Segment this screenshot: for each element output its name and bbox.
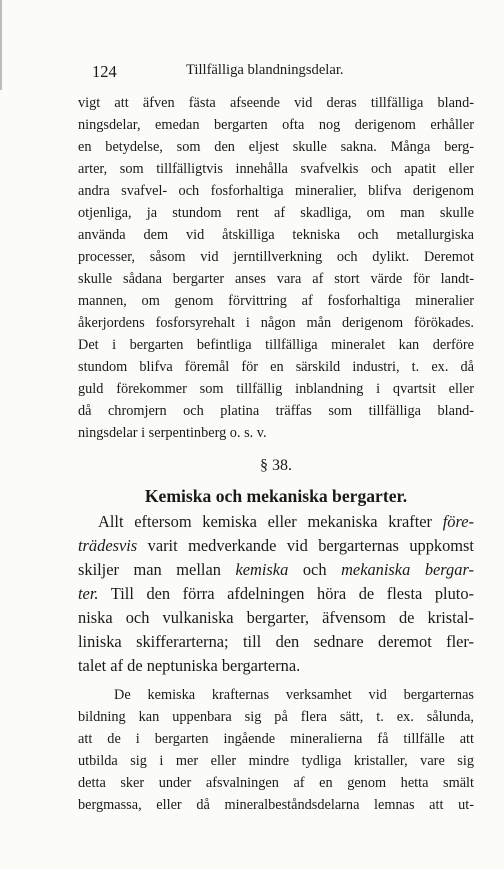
text-span: skiljer man mellan <box>78 560 221 579</box>
text-line <box>78 558 474 582</box>
italic-term: trädesvis <box>78 536 138 555</box>
text-line: bergmassa, eller då mineralbeståndsdelarna lemnas att ut- <box>78 797 474 813</box>
italic-term: mekaniska bergar- <box>341 560 474 579</box>
text-line: bildning kan uppenbara sig på flera sätt, t. ex. sålunda, <box>78 709 474 725</box>
text-line: en betydelse, som den eljest skulle sakna. Många berg- <box>78 139 474 155</box>
text-line: då chromjern och platina träffas som tillfälliga bland- <box>78 403 474 419</box>
text-line <box>78 510 474 534</box>
text-span: Allt eftersom kemiska eller mekaniska krafter <box>98 512 432 531</box>
text-line: åkerjordens fosforsyrehalt i någon mån derigenom förökades. <box>78 315 474 331</box>
text-line: använda dem vid åtskilliga tekniska och metallurgiska <box>78 227 474 243</box>
text-line: processer, såsom vid jerntillverkning och dylikt. Deremot <box>78 249 474 265</box>
text-line: andra svafvel- och fosforhaltiga mineralier, blifva derigenom <box>78 183 474 199</box>
section-number: § 38. <box>260 457 292 474</box>
text-line: liniska skifferarterna; till den sednare deremot fler- <box>78 632 474 651</box>
italic-term: före- <box>442 512 474 531</box>
text-line: stundom blifva föremål för en särskild industri, t. ex. då <box>78 359 474 375</box>
text-line: ningsdelar i serpentinberg o. s. v. <box>78 425 267 441</box>
text-line: talet af de neptuniska bergarterna. <box>78 656 301 675</box>
text-span: varit medverkande vid bergarternas uppkomst <box>147 536 474 555</box>
text-line: guld förekommer som tillfällig inblandning i qvartsit eller <box>78 381 474 397</box>
text-line: otjenliga, ja stundom rent af skadliga, om man skulle <box>78 205 474 221</box>
text-line: arter, som tillfälligtvis innehålla svafvelkis och apatit eller <box>78 161 474 177</box>
text-line: detta sker under afsvalningen af en genom hetta smält <box>78 775 474 791</box>
text-line: att de i bergarten ingående mineralierna få tillfälle att <box>78 731 474 747</box>
text-line: De kemiska krafternas verksamhet vid bergarternas <box>114 687 474 703</box>
text-line: niska och vulkaniska bergarter, äfvensom de kristal- <box>78 608 474 627</box>
page-number: 124 <box>92 62 117 81</box>
text-span: och <box>302 560 327 579</box>
running-title: Tillfälliga blandningsdelar. <box>186 62 344 78</box>
text-line <box>78 582 474 606</box>
section-title: Kemiska och mekaniska bergarter. <box>144 486 408 506</box>
text-line: Det i bergarten befintliga tillfälliga mineralet kan derföre <box>78 337 474 353</box>
text-span: Till den förra afdelningen höra de flesta pluto- <box>110 584 474 603</box>
italic-term: ter. <box>78 584 99 603</box>
text-line <box>78 534 474 558</box>
italic-term: kemiska <box>235 560 289 579</box>
text-line: utbilda sig i mer eller mindre tydliga kristaller, vare sig <box>78 753 474 769</box>
text-line: vigt att äfven fästa afseende vid deras tillfälliga bland- <box>78 95 474 111</box>
text-line: skulle sådana bergarter anses vara af stort värde för landt- <box>78 271 474 287</box>
text-line: mannen, om genom förvittring af fosforhaltiga mineralier <box>78 293 474 309</box>
text-line: ningsdelar, emedan bergarten ofta nog derigenom erhåller <box>78 117 474 133</box>
